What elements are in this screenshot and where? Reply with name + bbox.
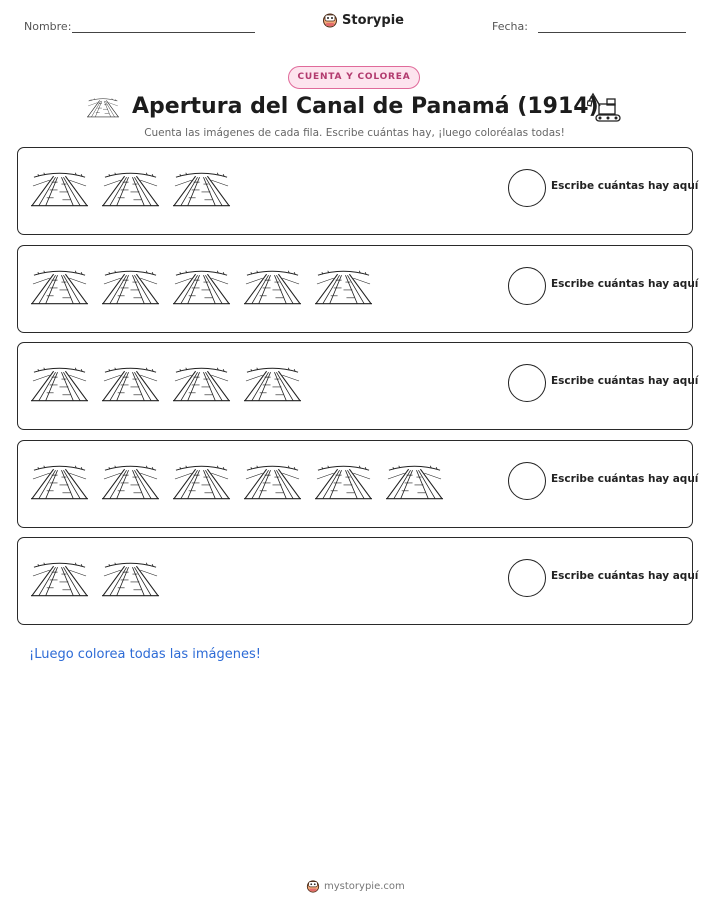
canal-icon[interactable] [385, 461, 444, 501]
row-pictures [30, 363, 302, 403]
answer-circle[interactable] [508, 364, 546, 402]
worksheet-header [0, 0, 709, 40]
footer-brand [306, 879, 405, 893]
canal-icon[interactable] [172, 461, 231, 501]
excavator-icon [587, 91, 623, 123]
answer-circle[interactable] [508, 559, 546, 597]
name-field[interactable] [72, 32, 255, 33]
canal-icon[interactable] [30, 461, 89, 501]
brand-name: Storypie [342, 12, 404, 28]
date-field[interactable] [538, 32, 686, 33]
count-row [17, 440, 699, 528]
row-pictures [30, 168, 231, 208]
canal-icon[interactable] [101, 363, 160, 403]
count-row [17, 537, 699, 625]
answer-label: Escribe cuántas hay aquí [551, 570, 699, 582]
storypie-mascot-icon [322, 12, 338, 28]
canal-icon[interactable] [172, 266, 231, 306]
name-label: Nombre: [24, 20, 72, 33]
footer-brand-text: mystorypie.com [324, 880, 405, 892]
canal-icon[interactable] [243, 363, 302, 403]
canal-icon[interactable] [101, 461, 160, 501]
canal-icon[interactable] [30, 363, 89, 403]
activity-tag: CUENTA Y COLOREA [288, 66, 420, 89]
count-row [17, 342, 699, 430]
canal-icon [86, 96, 120, 118]
answer-circle[interactable] [508, 462, 546, 500]
row-pictures [30, 558, 160, 598]
canal-icon[interactable] [314, 461, 373, 501]
canal-icon[interactable] [101, 266, 160, 306]
canal-icon[interactable] [30, 168, 89, 208]
row-pictures [30, 266, 373, 306]
canal-icon[interactable] [243, 266, 302, 306]
storypie-mascot-icon [306, 879, 320, 893]
canal-icon[interactable] [101, 168, 160, 208]
footer-note: ¡Luego colorea todas las imágenes! [29, 647, 261, 662]
canal-icon[interactable] [30, 558, 89, 598]
answer-label: Escribe cuántas hay aquí [551, 375, 699, 387]
answer-label: Escribe cuántas hay aquí [551, 473, 699, 485]
date-label: Fecha: [492, 20, 528, 33]
instructions: Cuenta las imágenes de cada fila. Escribe cuántas hay, ¡luego coloréalas todas! [144, 127, 565, 139]
row-pictures [30, 461, 444, 501]
canal-icon[interactable] [314, 266, 373, 306]
answer-label: Escribe cuántas hay aquí [551, 278, 699, 290]
answer-circle[interactable] [508, 169, 546, 207]
title-row [0, 90, 709, 124]
canal-icon[interactable] [172, 363, 231, 403]
canal-icon[interactable] [30, 266, 89, 306]
count-row [17, 147, 699, 235]
answer-label: Escribe cuántas hay aquí [551, 180, 699, 192]
canal-icon[interactable] [172, 168, 231, 208]
brand-logo [322, 12, 404, 28]
answer-circle[interactable] [508, 267, 546, 305]
page-title: Apertura del Canal de Panamá (1914) [132, 94, 599, 119]
canal-icon[interactable] [101, 558, 160, 598]
canal-icon[interactable] [243, 461, 302, 501]
count-row [17, 245, 699, 333]
